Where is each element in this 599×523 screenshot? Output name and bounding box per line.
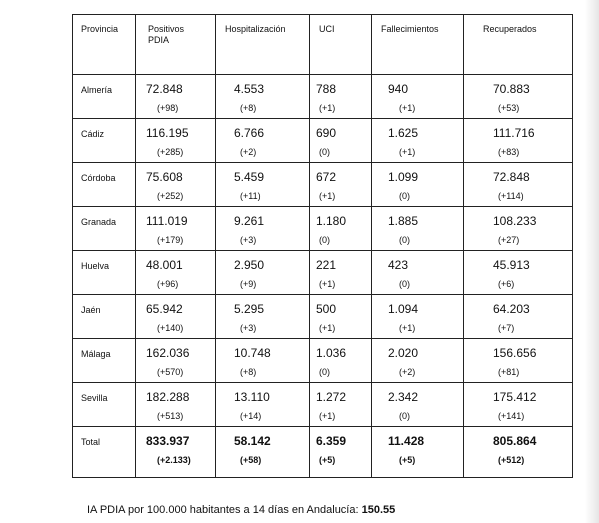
cell-delta: (0): [319, 367, 330, 377]
value-cell: [464, 251, 573, 295]
cell-delta: (+8): [240, 367, 257, 377]
header-cell-hospitalizacion: Hospitalización: [216, 15, 310, 75]
cell-delta: (+14): [240, 411, 262, 421]
cell-value: 1.094: [388, 302, 419, 316]
cell-value: 805.864: [493, 434, 537, 448]
value-cell: [464, 295, 573, 339]
cell-value: 833.937: [146, 434, 190, 448]
province-cell: [73, 163, 136, 207]
cell-delta: (+1): [399, 147, 416, 157]
value-cell: [216, 119, 310, 163]
cell-value: 5.295: [234, 302, 265, 316]
cell-value: 788: [316, 82, 337, 96]
value-cell: [310, 163, 372, 207]
table-header-row: [73, 15, 573, 75]
cell-delta: (+285): [157, 147, 184, 157]
page-edge-shadow: [585, 0, 599, 523]
cell-delta: (+1): [399, 323, 416, 333]
table-row: [73, 339, 573, 383]
province-name: Córdoba: [81, 173, 116, 183]
value-cell: [372, 427, 464, 478]
province-cell: [73, 75, 136, 119]
cell-value: 1.099: [388, 170, 419, 184]
header-cell-recuperados: Recuperados: [464, 15, 573, 75]
cell-value: 940: [388, 82, 409, 96]
province-name: Málaga: [81, 349, 111, 359]
value-cell: [136, 383, 216, 427]
cell-delta: (+141): [498, 411, 525, 421]
cell-value: 182.288: [146, 390, 190, 404]
header-cell-positivos: Positivos PDIA: [136, 15, 216, 75]
cell-delta: (+1): [319, 103, 336, 113]
value-cell: [310, 339, 372, 383]
cell-value: 75.608: [146, 170, 183, 184]
value-cell: [372, 163, 464, 207]
value-cell: [136, 75, 216, 119]
header-cell-fallecimientos: Fallecimientos: [372, 15, 464, 75]
province-cell: [73, 295, 136, 339]
cell-delta: (+2): [399, 367, 416, 377]
cell-delta: (+96): [157, 279, 179, 289]
cell-delta: (0): [399, 191, 410, 201]
cell-delta: (+53): [498, 103, 520, 113]
value-cell: [216, 427, 310, 478]
cell-value: 1.180: [316, 214, 347, 228]
value-cell: [216, 75, 310, 119]
table-row: [73, 383, 573, 427]
value-cell: [464, 207, 573, 251]
value-cell: [464, 339, 573, 383]
cell-value: 4.553: [234, 82, 265, 96]
cell-value: 156.656: [493, 346, 537, 360]
cell-delta: (+27): [498, 235, 520, 245]
cell-delta: (+1): [399, 103, 416, 113]
cell-delta: (+2): [240, 147, 257, 157]
value-cell: [372, 339, 464, 383]
cell-value: 1.885: [388, 214, 419, 228]
incidence-footnote: [87, 504, 395, 517]
header-cell-uci: UCI: [310, 15, 372, 75]
value-cell: [216, 339, 310, 383]
cell-delta: (+9): [240, 279, 257, 289]
cell-delta: (+6): [498, 279, 515, 289]
value-cell: [372, 75, 464, 119]
cell-delta: (0): [399, 279, 410, 289]
value-cell: [216, 251, 310, 295]
value-cell: [136, 251, 216, 295]
province-name: Total: [81, 437, 101, 447]
cell-value: 111.716: [493, 126, 535, 140]
table-body: [73, 75, 573, 478]
table-row: [73, 163, 573, 207]
value-cell: [464, 383, 573, 427]
cell-value: 45.913: [493, 258, 530, 272]
cell-value: 64.203: [493, 302, 530, 316]
value-cell: [310, 75, 372, 119]
cell-value: 690: [316, 126, 337, 140]
value-cell: [216, 295, 310, 339]
cell-delta: (+179): [157, 235, 184, 245]
province-name: Cádiz: [81, 129, 105, 139]
cell-value: 6.766: [234, 126, 265, 140]
cell-value: 72.848: [146, 82, 183, 96]
cell-delta: (+98): [157, 103, 179, 113]
province-name: Jaén: [81, 305, 101, 315]
value-cell: [310, 295, 372, 339]
cell-delta: (0): [319, 147, 330, 157]
value-cell: [310, 119, 372, 163]
cell-delta: (+3): [240, 235, 257, 245]
value-cell: [372, 119, 464, 163]
cell-value: 58.142: [234, 434, 271, 448]
cell-delta: (+1): [319, 191, 336, 201]
value-cell: [372, 207, 464, 251]
value-cell: [372, 295, 464, 339]
value-cell: [310, 383, 372, 427]
cell-value: 111.019: [146, 214, 188, 228]
cell-value: 116.195: [146, 126, 189, 140]
cell-delta: (+1): [319, 411, 336, 421]
value-cell: [372, 383, 464, 427]
cell-delta: (+5): [399, 455, 416, 465]
cell-value: 48.001: [146, 258, 183, 272]
province-name: Huelva: [81, 261, 110, 271]
value-cell: [310, 251, 372, 295]
province-cell: [73, 427, 136, 478]
cell-delta: (+81): [498, 367, 520, 377]
cell-value: 423: [388, 258, 409, 272]
cell-value: 175.412: [493, 390, 537, 404]
cell-delta: (+252): [157, 191, 184, 201]
cell-delta: (+513): [157, 411, 184, 421]
value-cell: [216, 163, 310, 207]
footnote-value: 150.55: [361, 504, 396, 516]
cell-value: 11.428: [388, 434, 425, 448]
cell-value: 500: [316, 302, 337, 316]
cell-value: 9.261: [234, 214, 265, 228]
cell-delta: (+8): [240, 103, 257, 113]
cell-delta: (+3): [240, 323, 257, 333]
cell-value: 10.748: [234, 346, 271, 360]
value-cell: [136, 339, 216, 383]
cell-delta: (+5): [319, 455, 336, 465]
province-name: Almería: [81, 85, 113, 95]
cell-value: 1.036: [316, 346, 347, 360]
cell-value: 2.020: [388, 346, 419, 360]
cell-delta: (+512): [498, 455, 525, 465]
cell-value: 72.848: [493, 170, 530, 184]
cell-delta: (+83): [498, 147, 520, 157]
value-cell: [216, 383, 310, 427]
value-cell: [464, 163, 573, 207]
cell-delta: (0): [399, 235, 410, 245]
header-cell-provincia: Provincia: [73, 15, 136, 75]
cell-delta: (+570): [157, 367, 184, 377]
value-cell: [216, 207, 310, 251]
covid-data-table: [72, 14, 573, 478]
value-cell: [372, 251, 464, 295]
table-row: [73, 251, 573, 295]
cell-delta: (0): [399, 411, 410, 421]
province-cell: [73, 119, 136, 163]
table-row: [73, 119, 573, 163]
value-cell: [136, 295, 216, 339]
cell-delta: (0): [319, 235, 330, 245]
cell-value: 2.342: [388, 390, 419, 404]
province-name: Sevilla: [81, 393, 108, 403]
value-cell: [464, 119, 573, 163]
cell-value: 6.359: [316, 434, 347, 448]
cell-delta: (+11): [240, 191, 261, 201]
cell-delta: (+2.133): [157, 455, 191, 465]
cell-value: 5.459: [234, 170, 265, 184]
cell-value: 70.883: [493, 82, 530, 96]
province-cell: [73, 339, 136, 383]
cell-value: 108.233: [493, 214, 537, 228]
cell-value: 221: [316, 258, 337, 272]
cell-delta: (+58): [240, 455, 262, 465]
value-cell: [136, 119, 216, 163]
value-cell: [136, 427, 216, 478]
value-cell: [464, 427, 573, 478]
cell-delta: (+140): [157, 323, 184, 333]
cell-value: 65.942: [146, 302, 183, 316]
province-cell: [73, 383, 136, 427]
province-cell: [73, 207, 136, 251]
value-cell: [136, 207, 216, 251]
cell-delta: (+1): [319, 323, 336, 333]
footnote-text: IA PDIA por 100.000 habitantes a 14 días en Andalucía:: [87, 504, 362, 516]
value-cell: [310, 427, 372, 478]
cell-value: 162.036: [146, 346, 190, 360]
value-cell: [310, 207, 372, 251]
table-row: [73, 207, 573, 251]
value-cell: [464, 75, 573, 119]
cell-delta: (+114): [498, 191, 524, 201]
cell-value: 672: [316, 170, 337, 184]
table-row: [73, 75, 573, 119]
table-row: [73, 295, 573, 339]
value-cell: [136, 163, 216, 207]
cell-value: 1.625: [388, 126, 419, 140]
cell-value: 13.110: [234, 390, 270, 404]
cell-value: 1.272: [316, 390, 347, 404]
province-name: Granada: [81, 217, 117, 227]
cell-delta: (+7): [498, 323, 515, 333]
table-total-row: [73, 427, 573, 478]
cell-value: 2.950: [234, 258, 265, 272]
cell-delta: (+1): [319, 279, 336, 289]
province-cell: [73, 251, 136, 295]
